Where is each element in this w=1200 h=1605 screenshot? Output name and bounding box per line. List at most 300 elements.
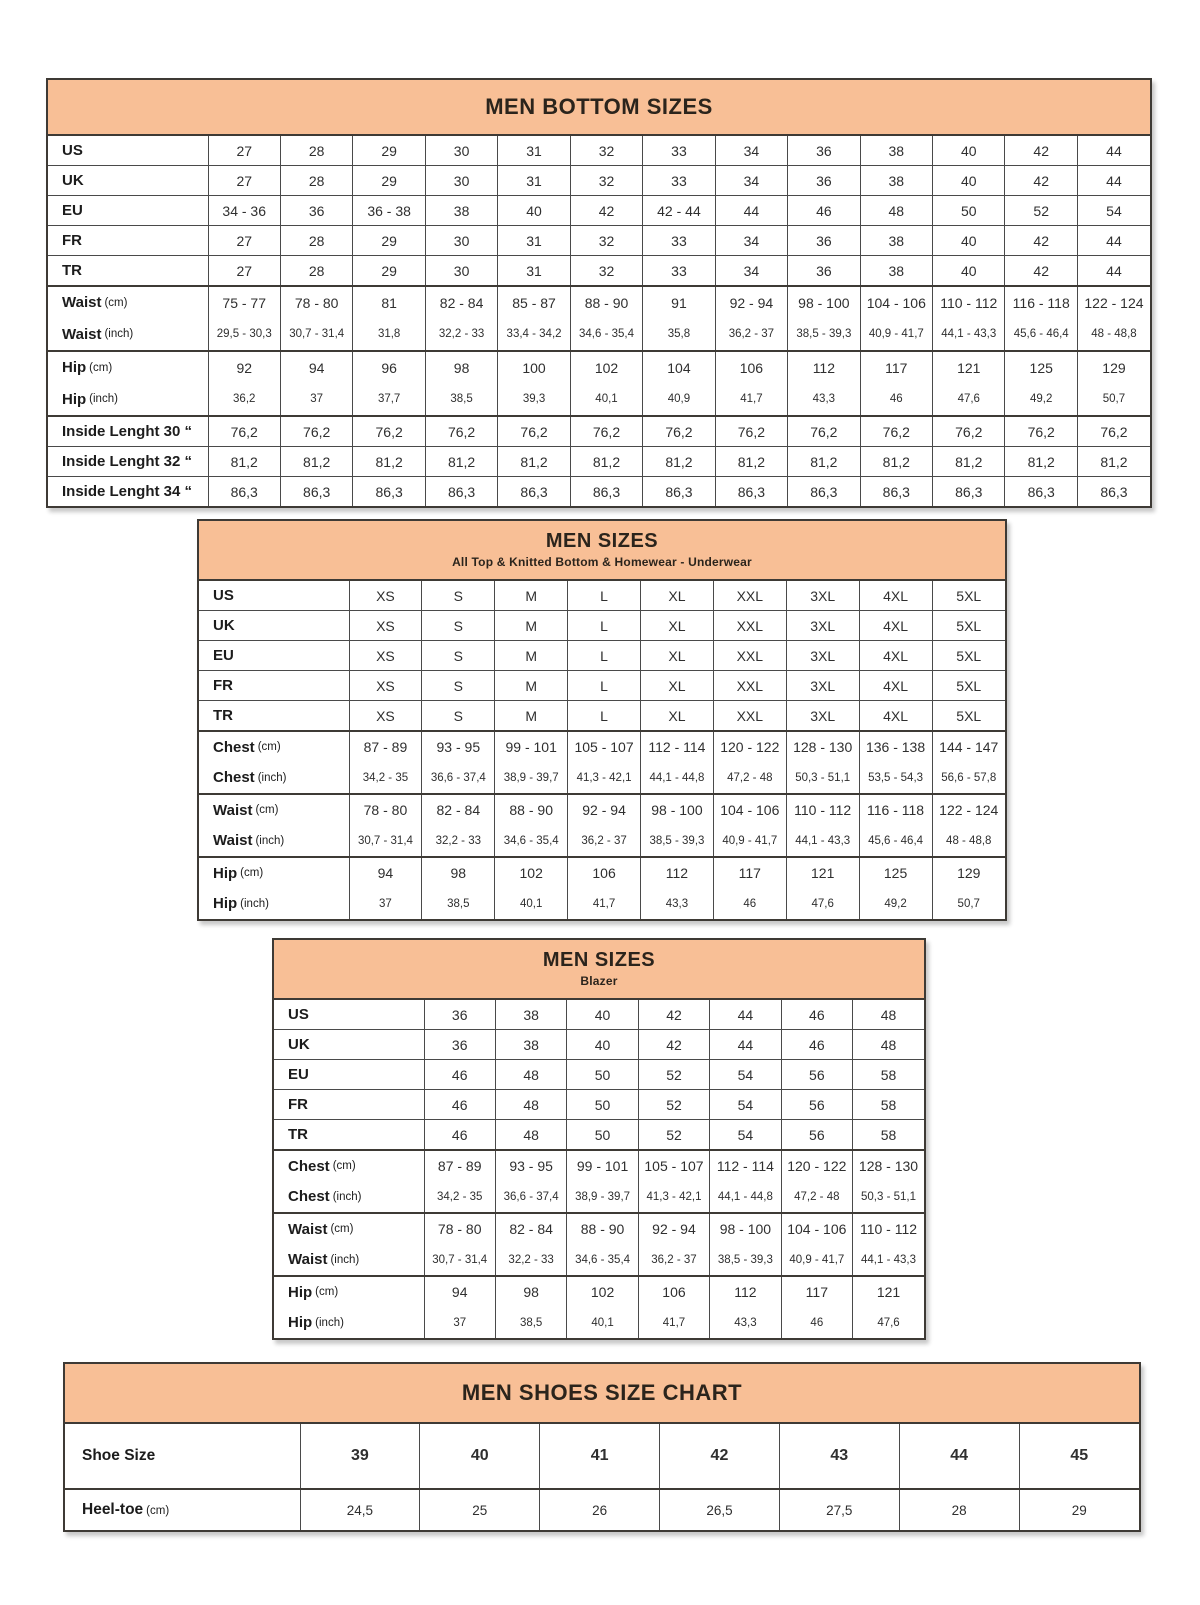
size-cell: XXL bbox=[713, 671, 786, 701]
size-cell: 56 bbox=[781, 1090, 852, 1120]
size-cell: 5XL bbox=[932, 581, 1005, 611]
size-cell: 76,2 bbox=[280, 416, 352, 447]
size-cell: 50 bbox=[567, 1060, 638, 1090]
row-label-unit: (inch) bbox=[89, 393, 118, 406]
row-label-cell bbox=[199, 794, 349, 857]
size-value-inch: 37,7 bbox=[377, 393, 401, 406]
size-value-cm: 85 - 87 bbox=[512, 294, 556, 311]
size-value-inch: 33,4 - 34,2 bbox=[506, 328, 562, 341]
size-cell: 56 bbox=[781, 1060, 852, 1090]
size-cell bbox=[495, 1276, 566, 1338]
size-cell: 76,2 bbox=[788, 416, 860, 447]
row-label-line bbox=[288, 1245, 424, 1276]
size-value-inch: 40,9 - 41,7 bbox=[789, 1253, 845, 1266]
size-cell: 40 bbox=[933, 166, 1005, 196]
size-value-inch: 38,5 bbox=[447, 897, 470, 910]
size-cell: S bbox=[422, 641, 495, 671]
size-cell: 5XL bbox=[932, 701, 1005, 732]
table-row bbox=[65, 1489, 1139, 1530]
size-value-inch: 34,6 - 35,4 bbox=[503, 834, 559, 847]
table-row bbox=[274, 1060, 924, 1090]
size-cell: 86,3 bbox=[498, 477, 570, 507]
table-subtitle: Blazer bbox=[580, 974, 618, 988]
size-value-inch: 47,6 bbox=[877, 1316, 900, 1329]
size-value-inch: 38,5 - 39,3 bbox=[717, 1253, 773, 1266]
row-label: EU bbox=[288, 1066, 309, 1083]
row-label-line bbox=[288, 1277, 424, 1308]
size-value-inch: 45,6 - 46,4 bbox=[1013, 328, 1069, 341]
size-cell: 81,2 bbox=[715, 447, 787, 477]
size-cell: 32 bbox=[570, 226, 642, 256]
size-cell: 38 bbox=[860, 256, 932, 287]
row-label-line bbox=[62, 384, 208, 416]
size-cell bbox=[349, 857, 422, 919]
table-row bbox=[65, 1424, 1139, 1489]
size-value-inch: 34,2 - 35 bbox=[437, 1190, 483, 1203]
size-grid bbox=[65, 1424, 1139, 1530]
row-label-cell bbox=[65, 1489, 300, 1530]
size-cell: 5XL bbox=[932, 611, 1005, 641]
size-cell: 34 bbox=[715, 256, 787, 287]
size-cell: L bbox=[568, 671, 641, 701]
size-cell bbox=[859, 731, 932, 794]
row-label: US bbox=[213, 587, 234, 604]
size-cell bbox=[422, 731, 495, 794]
row-label: EU bbox=[213, 647, 234, 664]
row-label: Waist bbox=[288, 1220, 328, 1238]
row-label: UK bbox=[213, 617, 235, 634]
size-cell: 28 bbox=[280, 226, 352, 256]
size-value-inch: 34,2 - 35 bbox=[362, 771, 409, 784]
size-cell: 33 bbox=[643, 166, 715, 196]
size-cell: 44 bbox=[1077, 256, 1150, 287]
size-value-cm: 110 - 112 bbox=[859, 1221, 918, 1238]
size-value-cm: 78 - 80 bbox=[363, 802, 408, 819]
size-cell: XXL bbox=[713, 641, 786, 671]
size-cell: S bbox=[422, 701, 495, 732]
row-label-line bbox=[62, 287, 208, 319]
size-value-cm: 98 - 100 bbox=[719, 1221, 772, 1238]
table-row bbox=[274, 1030, 924, 1060]
size-value-cm: 82 - 84 bbox=[436, 802, 481, 819]
size-cell: 86,3 bbox=[788, 477, 860, 507]
size-cell bbox=[713, 794, 786, 857]
size-cell: 86,3 bbox=[353, 477, 425, 507]
row-label: Hip bbox=[288, 1283, 313, 1301]
size-cell: 36 bbox=[424, 1000, 495, 1030]
size-value-cm: 121 bbox=[811, 865, 835, 882]
row-label-unit: (inch) bbox=[240, 897, 269, 910]
table-title: MEN SIZES bbox=[542, 949, 656, 971]
size-value-cm: 102 bbox=[590, 1284, 615, 1301]
row-label-cell bbox=[65, 1424, 300, 1489]
size-cell: 3XL bbox=[786, 671, 859, 701]
size-value-cm: 112 - 114 bbox=[716, 1158, 774, 1175]
size-cell: 56 bbox=[781, 1120, 852, 1151]
size-cell: 38 bbox=[495, 1000, 566, 1030]
size-cell: 81,2 bbox=[208, 447, 280, 477]
size-cell: 86,3 bbox=[1077, 477, 1150, 507]
size-cell bbox=[349, 731, 422, 794]
size-cell: 42 bbox=[1005, 226, 1077, 256]
size-cell: XXL bbox=[713, 701, 786, 732]
size-value-cm: 112 - 114 bbox=[648, 739, 706, 756]
size-value-cm: 82 - 84 bbox=[439, 294, 484, 311]
size-cell bbox=[498, 351, 570, 416]
size-cell: XL bbox=[641, 611, 714, 641]
size-cell bbox=[425, 351, 497, 416]
size-cell: XS bbox=[349, 611, 422, 641]
size-grid bbox=[199, 581, 1005, 919]
size-cell bbox=[713, 731, 786, 794]
size-cell: 81,2 bbox=[933, 447, 1005, 477]
size-cell bbox=[715, 351, 787, 416]
size-cell: 41 bbox=[540, 1424, 660, 1489]
size-value-cm: 120 - 122 bbox=[787, 1158, 847, 1175]
size-cell: 81,2 bbox=[280, 447, 352, 477]
size-value-inch: 43,3 bbox=[665, 897, 689, 910]
row-label: Waist bbox=[62, 294, 102, 312]
size-value-cm: 96 bbox=[381, 359, 397, 376]
table-row bbox=[274, 1276, 924, 1338]
size-cell bbox=[568, 857, 641, 919]
size-cell: M bbox=[495, 641, 568, 671]
size-cell bbox=[638, 1276, 709, 1338]
size-cell: XS bbox=[349, 671, 422, 701]
row-label-unit: (inch) bbox=[330, 1253, 360, 1266]
row-label-cell bbox=[274, 1060, 424, 1090]
size-cell: 44 bbox=[710, 1030, 781, 1060]
row-label: Chest bbox=[288, 1188, 330, 1206]
size-value-cm: 129 bbox=[957, 865, 981, 882]
size-cell: 76,2 bbox=[425, 416, 497, 447]
size-cell bbox=[424, 1213, 495, 1276]
size-value-inch: 36,6 - 37,4 bbox=[503, 1190, 559, 1203]
row-label: Waist bbox=[213, 832, 253, 850]
row-label-cell bbox=[199, 671, 349, 701]
size-cell: XS bbox=[349, 641, 422, 671]
size-cell bbox=[422, 857, 495, 919]
size-grid bbox=[48, 136, 1150, 506]
table-subtitle: All Top & Knitted Bottom & Homewear - Underwear bbox=[452, 555, 752, 569]
size-cell: 44 bbox=[710, 1000, 781, 1030]
size-value-inch: 35,8 bbox=[667, 328, 691, 341]
size-value-cm: 110 - 112 bbox=[794, 802, 852, 819]
row-label-cell bbox=[199, 641, 349, 671]
row-label-line bbox=[288, 1151, 424, 1182]
size-value-cm: 99 - 101 bbox=[576, 1158, 629, 1175]
size-value-cm: 106 bbox=[662, 1284, 686, 1301]
size-value-inch: 38,5 bbox=[450, 393, 473, 406]
size-cell: XXL bbox=[713, 611, 786, 641]
size-cell bbox=[498, 286, 570, 351]
size-cell bbox=[425, 286, 497, 351]
row-label: US bbox=[288, 1006, 309, 1023]
size-value-cm: 104 - 106 bbox=[787, 1221, 847, 1238]
size-value-cm: 78 - 80 bbox=[437, 1221, 482, 1238]
size-value-cm: 117 bbox=[805, 1284, 828, 1301]
size-cell: 27 bbox=[208, 136, 280, 166]
size-cell: XS bbox=[349, 701, 422, 732]
size-cell: 40 bbox=[933, 136, 1005, 166]
row-label-cell bbox=[48, 226, 208, 256]
size-cell: 52 bbox=[1005, 196, 1077, 226]
size-value-cm: 116 - 118 bbox=[867, 802, 925, 819]
size-cell bbox=[567, 1276, 638, 1338]
table-title: MEN BOTTOM SIZES bbox=[485, 94, 713, 120]
size-value-cm: 117 bbox=[738, 865, 761, 882]
size-cell bbox=[643, 286, 715, 351]
size-cell bbox=[786, 731, 859, 794]
size-grid bbox=[274, 1000, 924, 1338]
row-label: Inside Lenght 30 “ bbox=[62, 423, 193, 440]
size-cell bbox=[860, 286, 932, 351]
size-cell: 46 bbox=[424, 1060, 495, 1090]
table-row bbox=[199, 671, 1005, 701]
men-bottom-sizes-table bbox=[46, 78, 1152, 508]
size-value-inch: 46 bbox=[889, 393, 903, 406]
size-value-inch: 48 - 48,8 bbox=[946, 834, 992, 847]
size-cell: 44 bbox=[899, 1424, 1019, 1489]
size-cell: 4XL bbox=[859, 671, 932, 701]
table-row bbox=[199, 794, 1005, 857]
row-label: Chest bbox=[213, 738, 255, 756]
table-row bbox=[48, 256, 1150, 287]
size-cell bbox=[786, 857, 859, 919]
row-label-line bbox=[213, 889, 349, 920]
size-cell bbox=[208, 351, 280, 416]
size-cell bbox=[932, 731, 1005, 794]
table-header bbox=[65, 1364, 1139, 1424]
row-label-cell bbox=[199, 731, 349, 794]
size-cell: 81,2 bbox=[1077, 447, 1150, 477]
size-value-inch: 37 bbox=[379, 897, 392, 910]
row-label-unit: (cm) bbox=[330, 1223, 354, 1236]
size-value-cm: 87 - 89 bbox=[437, 1158, 482, 1175]
size-cell: 42 bbox=[1005, 136, 1077, 166]
size-cell: 44 bbox=[1077, 166, 1150, 196]
size-cell: 27,5 bbox=[779, 1489, 899, 1530]
size-value-cm: 121 bbox=[957, 359, 981, 376]
size-cell: 31 bbox=[498, 256, 570, 287]
size-cell: 36 - 38 bbox=[353, 196, 425, 226]
row-label-unit: (cm) bbox=[240, 867, 264, 880]
size-value-inch: 43,3 bbox=[812, 393, 836, 406]
size-cell: 4XL bbox=[859, 641, 932, 671]
size-value-inch: 44,1 - 44,8 bbox=[717, 1190, 773, 1203]
size-cell: 40 bbox=[498, 196, 570, 226]
size-cell bbox=[1005, 351, 1077, 416]
size-value-inch: 50,7 bbox=[957, 897, 980, 910]
size-value-inch: 30,7 - 31,4 bbox=[289, 328, 345, 341]
size-cell: 36 bbox=[424, 1030, 495, 1060]
size-value-cm: 81 bbox=[381, 294, 397, 311]
size-value-cm: 93 - 95 bbox=[436, 739, 481, 756]
size-value-cm: 105 - 107 bbox=[574, 739, 634, 756]
men-sizes-blazer-table bbox=[272, 938, 926, 1340]
size-cell: S bbox=[422, 581, 495, 611]
size-cell: 24,5 bbox=[300, 1489, 420, 1530]
row-label-cell bbox=[48, 286, 208, 351]
size-value-cm: 125 bbox=[883, 865, 908, 882]
row-label-cell bbox=[199, 701, 349, 732]
size-cell: 44 bbox=[1077, 226, 1150, 256]
row-label: FR bbox=[213, 677, 233, 694]
size-value-inch: 38,9 - 39,7 bbox=[503, 771, 559, 784]
row-label-unit: (cm) bbox=[255, 804, 279, 817]
size-cell bbox=[495, 857, 568, 919]
size-cell: M bbox=[495, 611, 568, 641]
row-label-unit: (cm) bbox=[104, 296, 128, 309]
size-cell bbox=[859, 794, 932, 857]
size-cell: 48 bbox=[495, 1120, 566, 1151]
size-value-cm: 91 bbox=[671, 294, 687, 311]
table-row bbox=[274, 1090, 924, 1120]
size-cell bbox=[353, 351, 425, 416]
size-cell: 32 bbox=[570, 136, 642, 166]
size-cell bbox=[495, 1150, 566, 1213]
size-value-inch: 46 bbox=[743, 897, 757, 910]
size-value-inch: 50,3 - 51,1 bbox=[861, 1190, 916, 1203]
size-cell: 76,2 bbox=[498, 416, 570, 447]
size-value-inch: 32,2 - 33 bbox=[438, 328, 485, 341]
size-cell: 40 bbox=[420, 1424, 540, 1489]
row-label: FR bbox=[62, 232, 82, 249]
size-value-inch: 30,7 - 31,4 bbox=[432, 1253, 488, 1266]
size-cell bbox=[641, 857, 714, 919]
size-cell: XS bbox=[349, 581, 422, 611]
size-value-inch: 38,9 - 39,7 bbox=[575, 1190, 631, 1203]
size-value-cm: 87 - 89 bbox=[363, 739, 408, 756]
size-cell: 46 bbox=[424, 1120, 495, 1151]
row-label-unit: (inch) bbox=[332, 1190, 362, 1203]
size-cell bbox=[1077, 286, 1150, 351]
size-cell: 86,3 bbox=[715, 477, 787, 507]
size-cell bbox=[567, 1213, 638, 1276]
size-cell: 33 bbox=[643, 256, 715, 287]
size-value-inch: 38,5 - 39,3 bbox=[649, 834, 705, 847]
size-cell: L bbox=[568, 581, 641, 611]
row-label-unit: (cm) bbox=[257, 741, 281, 754]
row-label-line bbox=[213, 795, 349, 826]
row-label: Heel-toe bbox=[82, 1501, 144, 1518]
row-label-cell bbox=[48, 136, 208, 166]
size-cell: 58 bbox=[853, 1090, 924, 1120]
size-value-cm: 104 bbox=[667, 359, 691, 376]
size-value-cm: 125 bbox=[1029, 359, 1053, 376]
size-value-inch: 36,2 - 37 bbox=[651, 1253, 697, 1266]
size-cell bbox=[568, 731, 641, 794]
size-cell: 48 bbox=[860, 196, 932, 226]
size-cell: XL bbox=[641, 581, 714, 611]
size-cell bbox=[932, 857, 1005, 919]
size-cell bbox=[710, 1213, 781, 1276]
size-cell: L bbox=[568, 641, 641, 671]
size-cell bbox=[710, 1150, 781, 1213]
table-row bbox=[199, 611, 1005, 641]
size-cell: 52 bbox=[638, 1060, 709, 1090]
table-row bbox=[48, 136, 1150, 166]
size-cell: M bbox=[495, 581, 568, 611]
size-cell bbox=[643, 351, 715, 416]
size-value-cm: 98 bbox=[523, 1284, 539, 1301]
size-value-cm: 93 - 95 bbox=[509, 1158, 553, 1175]
size-value-inch: 41,7 bbox=[662, 1316, 686, 1329]
row-label-unit: (cm) bbox=[146, 1505, 170, 1517]
size-cell: 42 bbox=[638, 1000, 709, 1030]
size-cell: 38 bbox=[425, 196, 497, 226]
size-value-inch: 47,2 - 48 bbox=[794, 1190, 840, 1203]
size-cell: 81,2 bbox=[643, 447, 715, 477]
size-value-cm: 92 - 94 bbox=[582, 802, 626, 819]
size-cell bbox=[1077, 351, 1150, 416]
row-label: Waist bbox=[62, 325, 102, 343]
size-cell: 48 bbox=[495, 1060, 566, 1090]
size-value-inch: 44,1 - 43,3 bbox=[795, 834, 851, 847]
row-label-line bbox=[213, 732, 349, 763]
size-value-cm: 98 - 100 bbox=[651, 802, 703, 819]
size-value-inch: 49,2 bbox=[1030, 393, 1053, 406]
size-cell: 38 bbox=[860, 166, 932, 196]
size-cell: 25 bbox=[420, 1489, 540, 1530]
size-value-cm: 110 - 112 bbox=[940, 294, 998, 311]
size-cell: 81,2 bbox=[570, 447, 642, 477]
size-cell bbox=[208, 286, 280, 351]
size-cell: 3XL bbox=[786, 641, 859, 671]
size-cell: 3XL bbox=[786, 611, 859, 641]
size-cell: XL bbox=[641, 641, 714, 671]
size-value-cm: 128 - 130 bbox=[858, 1158, 919, 1175]
row-label-unit: (inch) bbox=[104, 328, 134, 341]
size-cell: 36 bbox=[788, 226, 860, 256]
size-value-inch: 38,5 bbox=[519, 1316, 543, 1329]
size-cell: 29 bbox=[353, 256, 425, 287]
table-row bbox=[274, 1000, 924, 1030]
size-value-inch: 49,2 bbox=[884, 897, 907, 910]
size-value-cm: 120 - 122 bbox=[720, 739, 780, 756]
table-row bbox=[48, 196, 1150, 226]
size-cell: 26,5 bbox=[660, 1489, 780, 1530]
size-cell bbox=[781, 1150, 852, 1213]
size-cell: 36 bbox=[788, 256, 860, 287]
row-label-line bbox=[62, 352, 208, 384]
size-cell bbox=[933, 286, 1005, 351]
size-cell: XL bbox=[641, 701, 714, 732]
size-value-cm: 112 bbox=[665, 865, 689, 882]
size-cell: 42 bbox=[638, 1030, 709, 1060]
row-label-cell bbox=[274, 1150, 424, 1213]
size-cell: 48 bbox=[853, 1000, 924, 1030]
size-cell: 42 bbox=[570, 196, 642, 226]
row-label: Inside Lenght 34 “ bbox=[62, 483, 193, 500]
size-value-inch: 38,5 - 39,3 bbox=[796, 328, 852, 341]
row-label: UK bbox=[62, 172, 84, 189]
row-label-cell bbox=[48, 256, 208, 287]
row-label-cell bbox=[274, 1276, 424, 1338]
size-cell: 28 bbox=[280, 136, 352, 166]
table-row bbox=[274, 1213, 924, 1276]
row-label-unit: (inch) bbox=[255, 834, 285, 847]
size-value-cm: 112 bbox=[734, 1284, 757, 1301]
size-value-cm: 98 bbox=[453, 359, 470, 376]
size-value-inch: 36,2 - 37 bbox=[728, 328, 775, 341]
size-value-inch: 50,7 bbox=[1102, 393, 1126, 406]
size-cell: 54 bbox=[710, 1090, 781, 1120]
table-header bbox=[48, 80, 1150, 136]
table-row bbox=[48, 226, 1150, 256]
row-label-cell bbox=[274, 1000, 424, 1030]
size-cell: 31 bbox=[498, 166, 570, 196]
